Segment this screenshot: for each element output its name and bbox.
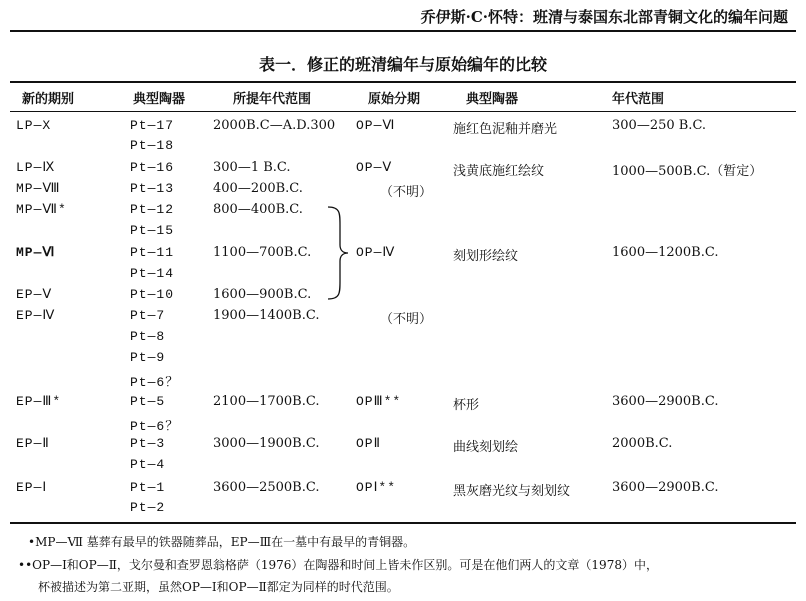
cell-period: MP—Ⅶ*	[16, 202, 67, 217]
cell-orig-phase: OPⅠ**	[356, 480, 397, 495]
cell-period: EP—Ⅲ*	[16, 394, 62, 409]
footnote-2-line1: ••OP—Ⅰ和OP—Ⅱ，戈尔曼和查罗恩翁格萨（1976）在陶器和时间上皆未作区别。可是在他们两人的文章（1978）中，	[18, 558, 658, 572]
cell-pottery: Pt—3	[130, 436, 166, 451]
cell-date-range: 300—250 B.C.	[612, 118, 707, 133]
cell-pottery: Pt—2	[130, 500, 166, 515]
cell-orig-phase: （不明）	[380, 185, 433, 200]
cell-pottery: Pt—14	[130, 266, 175, 281]
cell-orig-phase: OPⅢ**	[356, 394, 402, 409]
footnote-2-line2: 杯被描述为第二亚期，虽然OP—Ⅰ和OP—Ⅱ都定为同样的时代范围。	[38, 580, 399, 594]
cell-pottery: Pt—12	[130, 202, 175, 217]
running-header: 乔伊斯·C·怀特：班清与泰国东北部青铜文化的编年问题	[420, 8, 788, 26]
cell-pottery: Pt—16	[130, 160, 175, 175]
cell-date-range: 1600—1200B.C.	[612, 245, 719, 260]
col-header-pottery: 典型陶器	[133, 92, 186, 107]
col-header-proposed-range: 所提年代范围	[233, 92, 312, 107]
table-top-rule	[10, 81, 796, 83]
cell-pottery: Pt—11	[130, 245, 175, 260]
cell-orig-pottery: 曲线刻划绘	[453, 440, 519, 455]
cell-period: EP—Ⅰ	[16, 480, 48, 495]
col-header-date-range: 年代范围	[612, 92, 665, 107]
cell-pottery: Pt—6？	[130, 375, 180, 390]
cell-range: 1900—1400B.C.	[213, 308, 320, 323]
footnote-1: •MP—Ⅶ 墓葬有最早的铁器随葬品，EP—Ⅲ在一墓中有最早的青铜器。	[28, 535, 416, 549]
cell-range: 3600—2500B.C.	[213, 480, 320, 495]
cell-period: EP—Ⅴ	[16, 287, 53, 302]
row-group-brace	[326, 205, 350, 301]
cell-orig-pottery: 杯形	[453, 398, 480, 413]
cell-orig-phase: OPⅡ	[356, 436, 382, 451]
cell-orig-phase: （不明）	[380, 312, 433, 327]
cell-pottery: Pt—18	[130, 138, 175, 153]
cell-range: 2100—1700B.C.	[213, 394, 320, 409]
cell-range: 3000—1900B.C.	[213, 436, 320, 451]
cell-pottery: Pt—7	[130, 308, 166, 323]
cell-range: 1600—900B.C.	[213, 287, 312, 302]
cell-pottery: Pt—6？	[130, 419, 180, 434]
cell-orig-pottery: 刻划形绘纹	[453, 249, 519, 264]
cell-date-range: 1000—500B.C.（暂定）	[612, 164, 763, 179]
cell-period: EP—Ⅱ	[16, 436, 50, 451]
col-header-original-pottery: 典型陶器	[466, 92, 519, 107]
cell-orig-pottery: 黑灰磨光纹与刻划纹	[453, 484, 571, 499]
cell-date-range: 3600—2900B.C.	[612, 480, 719, 495]
cell-pottery: Pt—1	[130, 480, 166, 495]
cell-range: 300—1 B.C.	[213, 160, 291, 175]
cell-orig-phase: OP—Ⅵ	[356, 118, 396, 133]
cell-date-range: 2000B.C.	[612, 436, 673, 451]
cell-date-range: 3600—2900B.C.	[612, 394, 719, 409]
cell-orig-pottery: 浅黄底施红绘纹	[453, 164, 545, 179]
cell-pottery: Pt—5	[130, 394, 166, 409]
cell-period: LP—Ⅸ	[16, 160, 56, 175]
cell-range: 1100—700B.C.	[213, 245, 312, 260]
header-rule	[10, 30, 796, 32]
cell-pottery: Pt—15	[130, 223, 175, 238]
cell-pottery: Pt—13	[130, 181, 175, 196]
cell-period: LP—X	[16, 118, 52, 133]
cell-range: 800—400B.C.	[213, 202, 303, 217]
cell-orig-phase: OP—Ⅴ	[356, 160, 393, 175]
table-title: 表一．修正的班清编年与原始编年的比较	[258, 55, 547, 74]
cell-period: MP—Ⅷ	[16, 181, 61, 196]
table-bottom-rule	[10, 522, 796, 524]
cell-pottery: Pt—10	[130, 287, 175, 302]
cell-pottery: Pt—9	[130, 350, 166, 365]
cell-range: 400—200B.C.	[213, 181, 303, 196]
cell-range: 2000B.C—A.D.300	[213, 118, 336, 133]
header-bottom-rule	[10, 111, 796, 112]
cell-pottery: Pt—4	[130, 457, 166, 472]
cell-period: MP—Ⅵ	[16, 245, 56, 260]
cell-orig-pottery: 施红色泥釉并磨光	[453, 122, 558, 137]
cell-pottery: Pt—8	[130, 329, 166, 344]
col-header-new-period: 新的期别	[22, 92, 75, 107]
col-header-original-phase: 原始分期	[368, 92, 421, 107]
cell-orig-phase: OP—Ⅳ	[356, 245, 396, 260]
cell-pottery: Pt—17	[130, 118, 175, 133]
cell-period: EP—Ⅳ	[16, 308, 56, 323]
